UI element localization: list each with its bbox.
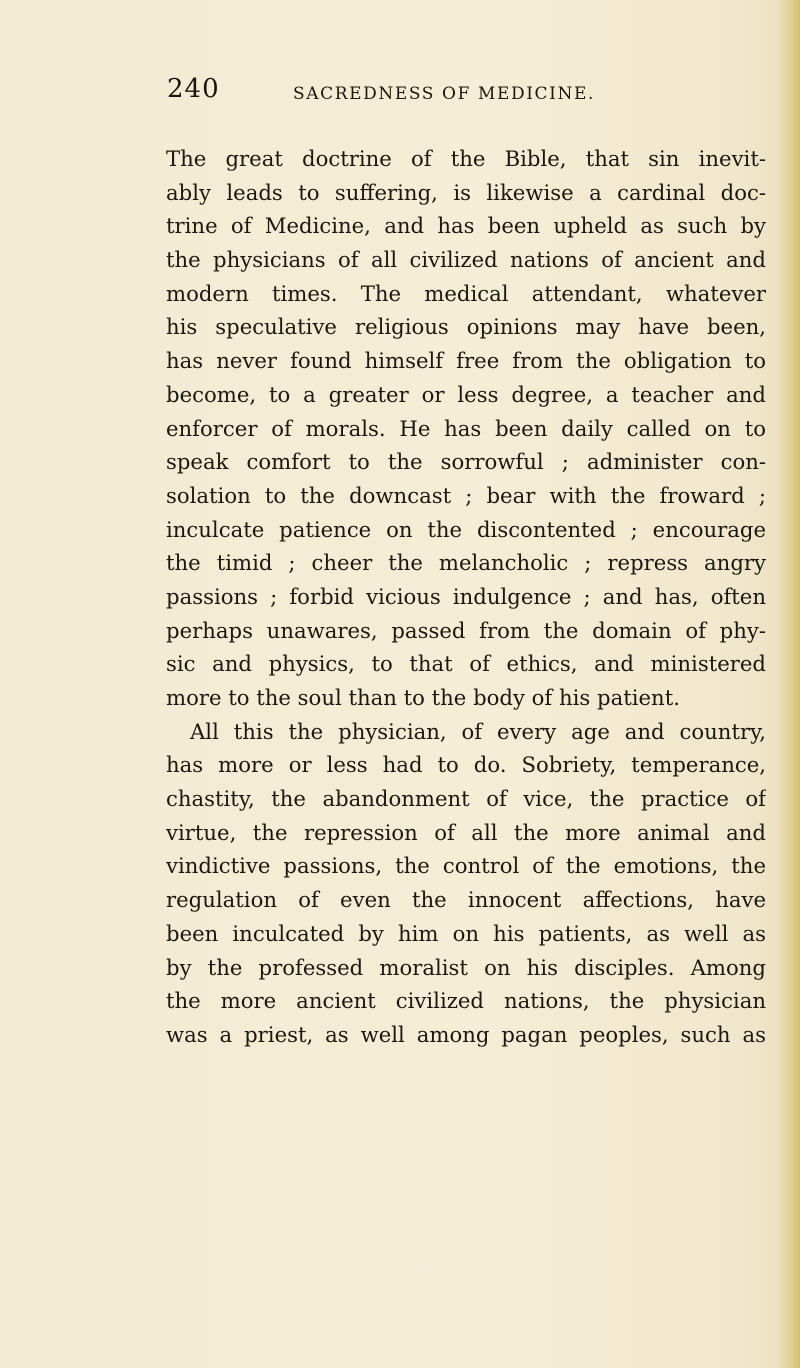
text-line: modern times. The medical attendant, whatever <box>166 280 766 306</box>
text-line: solation to the downcast ; bear with the froward ; <box>166 482 766 508</box>
text-line: inculcate patience on the discontented ; encourage <box>166 516 766 542</box>
text-line: vindictive passions, the control of the emotions, the <box>166 853 766 879</box>
text-line: regulation of even the innocent affections, have <box>166 887 766 913</box>
text-line: sic and physics, to that of ethics, and ministered <box>166 651 766 677</box>
text-line: The great doctrine of the Bible, that sin inevit- <box>166 146 766 171</box>
text-line: ably leads to suffering, is likewise a cardinal doc- <box>166 179 766 205</box>
text-line: chastity, the abandonment of vice, the practice of <box>166 786 766 812</box>
text-line: been inculcated by him on his patients, as well as <box>166 920 766 946</box>
running-head: SACREDNESS OF MEDICINE. <box>293 84 595 104</box>
text-line: perhaps unawares, passed from the domain of phy- <box>166 617 766 643</box>
text-line: speak comfort to the sorrowful ; administer con- <box>166 449 766 475</box>
page-edge-shadow <box>776 0 800 1368</box>
text-line: has never found himself free from the obligation to <box>166 348 766 374</box>
text-line: the physicians of all civilized nations of ancient and <box>166 247 766 273</box>
page-number: 240 <box>167 74 220 104</box>
text-line: has more or less had to do. Sobriety, temperance, <box>166 752 766 778</box>
body-text <box>166 142 766 1052</box>
text-line: passions ; forbid vicious indulgence ; and has, often <box>166 583 766 609</box>
text-line: by the professed moralist on his disciples. Among <box>166 954 766 980</box>
text-line: the more ancient civilized nations, the physician <box>166 988 766 1014</box>
text-line: his speculative religious opinions may have been, <box>166 314 766 340</box>
text-line: become, to a greater or less degree, a teacher and <box>166 381 766 407</box>
text-line: enforcer of morals. He has been daily called on to <box>166 415 766 441</box>
text-line: was a priest, as well among pagan peoples, such as <box>166 1021 766 1047</box>
page-header <box>167 74 767 114</box>
text-line: the timid ; cheer the melancholic ; repress angry <box>166 550 766 576</box>
text-line: virtue, the repression of all the more animal and <box>166 819 766 845</box>
text-line: trine of Medicine, and has been upheld as such by <box>166 213 766 239</box>
paragraph-end-line: more to the soul than to the body of his patient. <box>166 685 680 710</box>
paragraph-start-line: All this the physician, of every age and country, <box>190 718 766 744</box>
